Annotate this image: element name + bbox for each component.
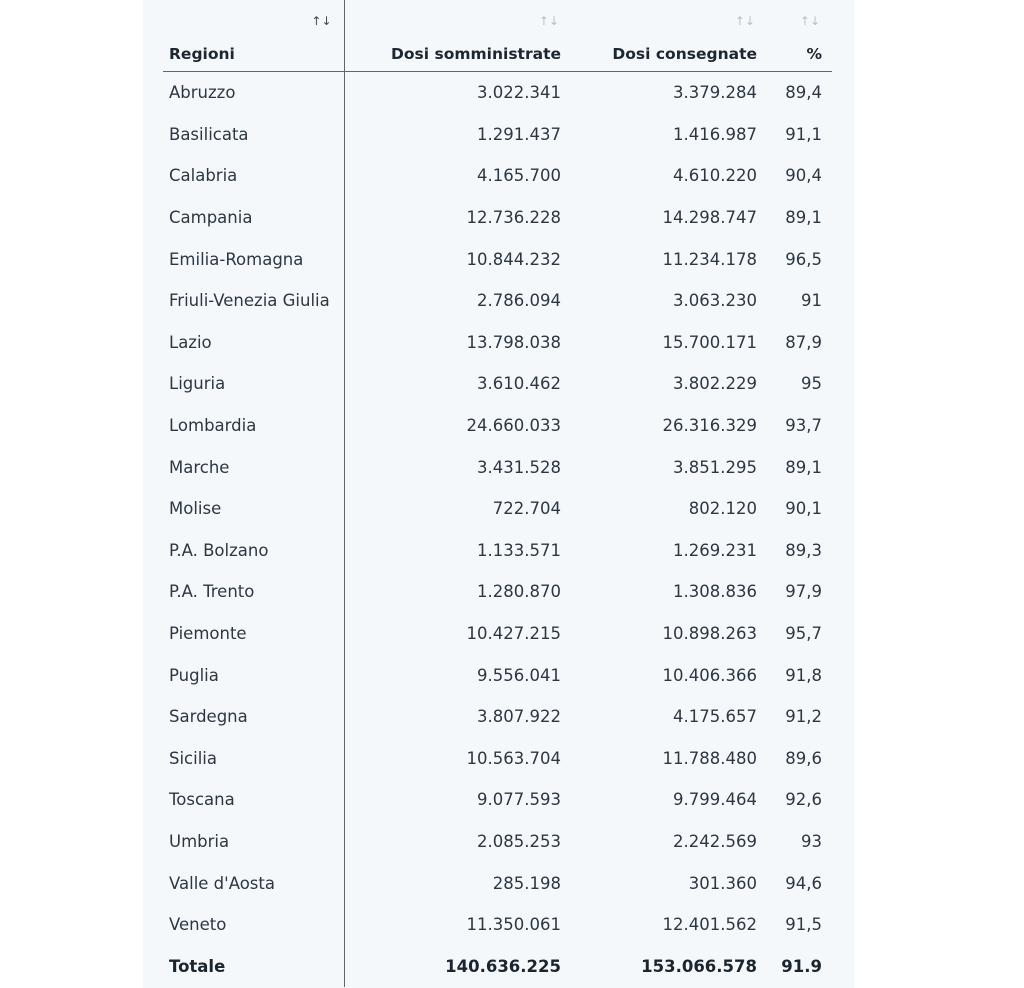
cell-region: Calabria [163,155,344,197]
cell-administered: 140.636.225 [445,956,561,976]
table-header-row [163,0,832,72]
cell-delivered: 9.799.464 [673,790,757,810]
table-row [163,904,832,946]
cell-administered: 10.844.232 [466,249,561,269]
cell-region: Molise [163,488,344,530]
table-row [163,654,832,696]
cell-percent: 91,2 [785,707,822,727]
table-row [163,613,832,655]
table-row [163,155,832,197]
cell-delivered: 3.063.230 [673,291,757,311]
column-header-label: Dosi consegnate [612,45,757,63]
table-row [163,446,832,488]
cell-delivered: 1.308.836 [673,582,757,602]
table-row [163,280,832,322]
cell-delivered: 4.610.220 [673,166,757,186]
sort-arrows-icon[interactable]: ↑↓ [311,14,332,28]
column-header-label: Dosi somministrate [391,45,561,63]
cell-delivered: 10.898.263 [662,624,757,644]
table-row [163,696,832,738]
cell-percent: 87,9 [785,332,822,352]
cell-administered: 722.704 [492,499,561,519]
column-header-label: % [806,45,822,63]
cell-delivered: 1.269.231 [673,540,757,560]
cell-delivered: 14.298.747 [662,208,757,228]
cell-delivered: 3.379.284 [673,83,757,103]
sort-arrows-icon[interactable]: ↑↓ [538,14,559,28]
cell-percent: 91,1 [785,124,822,144]
cell-delivered: 153.066.578 [641,956,757,976]
cell-administered: 3.610.462 [477,374,561,394]
cell-region: Toscana [163,779,344,821]
cell-delivered: 26.316.329 [662,416,757,436]
column-header-percent[interactable] [767,0,832,72]
table-row [163,862,832,904]
cell-administered: 1.133.571 [477,540,561,560]
cell-percent: 91.9 [781,956,822,976]
cell-administered: 9.077.593 [477,790,561,810]
cell-administered: 24.660.033 [466,416,561,436]
cell-administered: 4.165.700 [477,166,561,186]
table-row [163,405,832,447]
cell-delivered: 11.788.480 [662,748,757,768]
column-header-label: Regioni [169,45,235,63]
cell-administered: 3.022.341 [477,83,561,103]
cell-percent: 89,4 [785,83,822,103]
table-row [163,738,832,780]
cell-percent: 89,6 [785,748,822,768]
cell-region: Umbria [163,821,344,863]
table-row [163,530,832,572]
cell-administered: 10.427.215 [466,624,561,644]
table-row [163,197,832,239]
cell-percent: 89,1 [785,208,822,228]
table-row [163,779,832,821]
cell-delivered: 301.360 [688,873,757,893]
column-header-dosi-consegnate[interactable] [571,0,767,72]
cell-region: Piemonte [163,613,344,655]
cell-administered: 2.786.094 [477,291,561,311]
cell-region: Lombardia [163,405,344,447]
table-row [163,238,832,280]
cell-percent: 89,1 [785,457,822,477]
cell-delivered: 3.851.295 [673,457,757,477]
cell-percent: 89,3 [785,540,822,560]
table-body [163,72,832,988]
cell-region: Marche [163,446,344,488]
cell-region: Puglia [163,654,344,696]
sort-arrows-icon[interactable]: ↑↓ [799,14,820,28]
cell-region: Valle d'Aosta [163,862,344,904]
cell-region: Campania [163,197,344,239]
cell-percent: 93 [801,831,822,851]
table-row [163,821,832,863]
cell-delivered: 1.416.987 [673,124,757,144]
cell-percent: 95,7 [785,624,822,644]
table-row [163,571,832,613]
cell-administered: 3.807.922 [477,707,561,727]
cell-administered: 1.280.870 [477,582,561,602]
cell-region: Liguria [163,363,344,405]
cell-percent: 90,4 [785,166,822,186]
cell-percent: 94,6 [785,873,822,893]
column-header-dosi-somministrate[interactable] [344,0,571,72]
cell-delivered: 11.234.178 [662,249,757,269]
cell-delivered: 3.802.229 [673,374,757,394]
cell-region: Abruzzo [163,72,344,114]
cell-administered: 1.291.437 [477,124,561,144]
cell-region: Totale [163,945,344,987]
cell-region: Sardegna [163,696,344,738]
cell-region: Friuli-Venezia Giulia [163,280,344,322]
cell-administered: 285.198 [492,873,561,893]
table-row [163,322,832,364]
cell-region: Basilicata [163,114,344,156]
cell-administered: 9.556.041 [477,665,561,685]
table-row [163,114,832,156]
cell-percent: 97,9 [785,582,822,602]
cell-region: Lazio [163,322,344,364]
cell-delivered: 4.175.657 [673,707,757,727]
cell-region: P.A. Bolzano [163,530,344,572]
cell-administered: 11.350.061 [466,915,561,935]
cell-percent: 91 [801,291,822,311]
table-row [163,72,832,114]
cell-percent: 93,7 [785,416,822,436]
cell-delivered: 802.120 [688,499,757,519]
cell-delivered: 12.401.562 [662,915,757,935]
table-row [163,363,832,405]
cell-percent: 91,8 [785,665,822,685]
cell-delivered: 10.406.366 [662,665,757,685]
cell-region: P.A. Trento [163,571,344,613]
cell-percent: 95 [801,374,822,394]
cell-administered: 2.085.253 [477,831,561,851]
cell-delivered: 15.700.171 [662,332,757,352]
cell-administered: 13.798.038 [466,332,561,352]
sort-arrows-icon[interactable]: ↑↓ [734,14,755,28]
cell-administered: 10.563.704 [466,748,561,768]
cell-region: Sicilia [163,738,344,780]
cell-region: Veneto [163,904,344,946]
cell-administered: 3.431.528 [477,457,561,477]
cell-percent: 91,5 [785,915,822,935]
cell-percent: 96,5 [785,249,822,269]
cell-region: Emilia-Romagna [163,238,344,280]
cell-percent: 90,1 [785,499,822,519]
column-header-regioni[interactable] [163,0,344,72]
cell-administered: 12.736.228 [466,208,561,228]
vaccine-doses-table [163,0,832,987]
cell-delivered: 2.242.569 [673,831,757,851]
total-row [163,945,832,987]
table-row [163,488,832,530]
cell-percent: 92,6 [785,790,822,810]
